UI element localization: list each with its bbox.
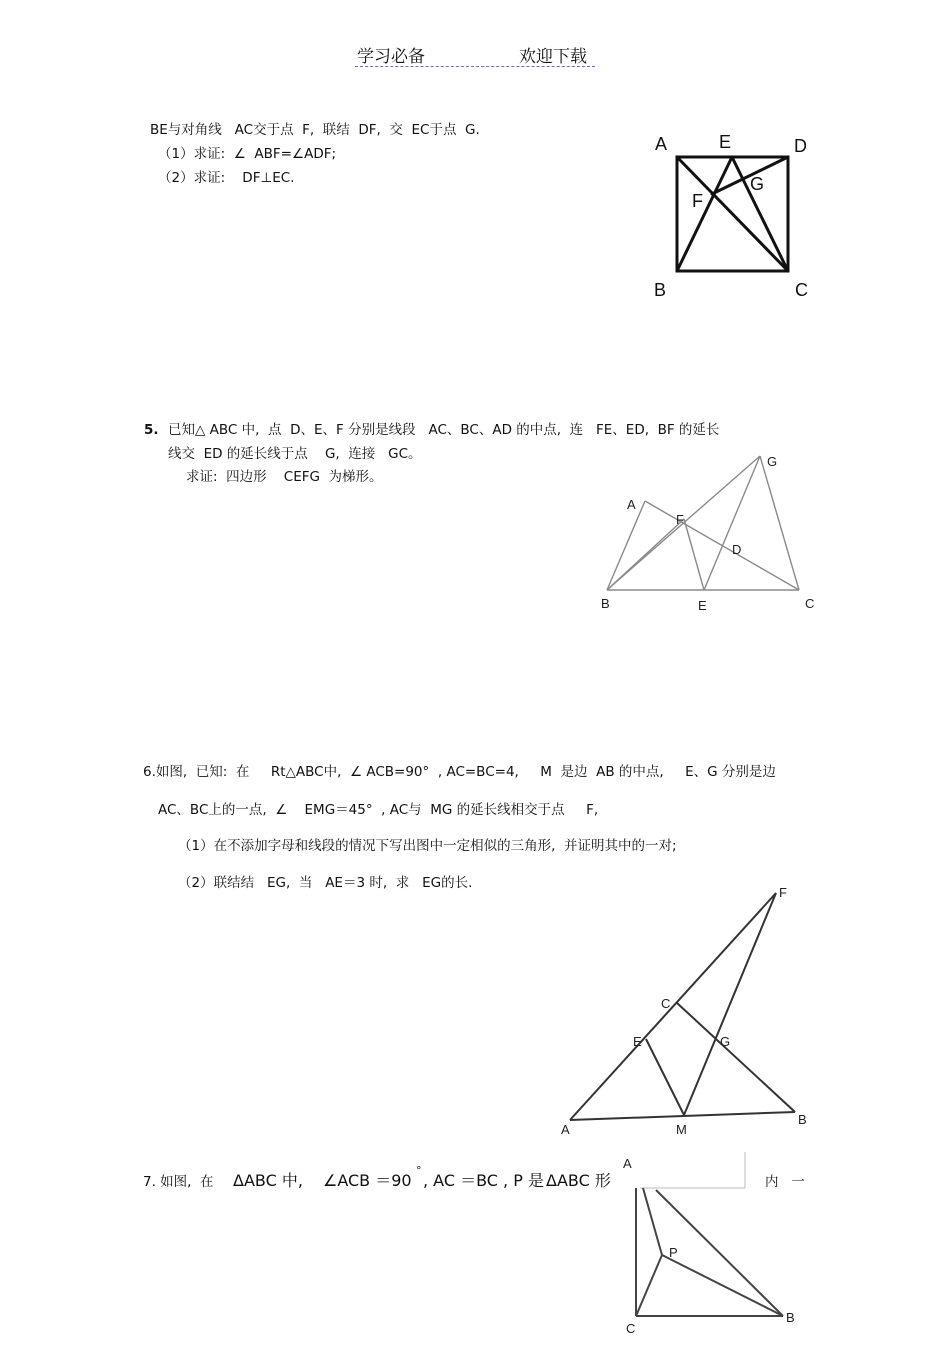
fig4-label-e: E: [719, 132, 732, 152]
fig4-label-b: B: [654, 280, 667, 300]
fig6-label-m: M: [676, 1122, 687, 1137]
figure-4: [677, 157, 788, 271]
p5-line3: 求证: 四边形 CEFG 为梯形。: [186, 469, 383, 485]
fig4-label-a: A: [655, 134, 668, 154]
fig6-label-a: A: [561, 1122, 570, 1137]
figure-7: [636, 1152, 783, 1316]
fig7-label-p: P: [669, 1245, 678, 1260]
fig7-label-b: B: [786, 1310, 795, 1325]
fig5-gc: [760, 456, 799, 590]
fig6-af: [570, 893, 776, 1120]
fig5-label-g: G: [767, 454, 778, 469]
p7-triangle-2: ΔABC 形: [546, 1171, 611, 1190]
figure-5: [607, 456, 799, 590]
fig6-label-f: F: [779, 885, 787, 900]
header-left: 学习必备: [357, 47, 425, 67]
p7-degree: °: [416, 1164, 422, 1177]
p6-line2: AC、BC上的一点, ∠ EMG＝45° , AC与 MG 的延长线相交于点 F,: [158, 802, 599, 818]
fig5-bf: [607, 519, 684, 590]
fig5-label-c: C: [805, 596, 815, 611]
fig7-pb: [662, 1255, 783, 1316]
fig5-label-d: D: [732, 542, 742, 557]
fig4-label-g: G: [750, 174, 765, 194]
fig7-label-a: A: [623, 1156, 632, 1171]
fig6-label-g: G: [720, 1034, 731, 1049]
figure-6-labels: [561, 885, 807, 1137]
fig4-label-c: C: [795, 280, 808, 300]
fig5-label-a: A: [627, 497, 636, 512]
fig5-label-b: B: [601, 596, 610, 611]
p4-line3: （2）求证: DF⊥EC.: [158, 170, 295, 186]
fig4-label-f: F: [692, 191, 703, 211]
p7-triangle: ΔABC 中,: [233, 1171, 303, 1190]
header-right: 欢迎下载: [519, 47, 587, 67]
fig7-label-c: C: [626, 1321, 636, 1336]
fig6-label-c: C: [661, 996, 671, 1011]
fig6-label-b: B: [798, 1112, 807, 1127]
p6-line3: （1）在不添加字母和线段的情况下写出图中一定相似的三角形, 并证明其中的一对;: [178, 838, 677, 854]
fig4-label-d: D: [794, 136, 807, 156]
fig5-label-e: E: [698, 598, 707, 613]
p4-line1: BE与对角线 AC交于点 F, 联结 DF, 交 EC于点 G.: [150, 122, 480, 138]
p4-line2: （1）求证: ∠ ABF=∠ADF;: [158, 146, 337, 162]
fig7-ap: [643, 1188, 662, 1255]
fig6-cb: [677, 1003, 795, 1112]
fig4-segment-be: [677, 157, 732, 271]
fig5-label-f: F: [676, 512, 684, 527]
fig6-em: [646, 1039, 684, 1115]
fig4-diagonal-ac: [677, 157, 788, 271]
fig6-label-e: E: [633, 1034, 642, 1049]
p7-intro: 7. 如图, 在: [143, 1174, 214, 1190]
p5-line1: 已知△ ABC 中, 点 D、E、F 分别是线段 AC、BC、AD 的中点, 连 FE、ED, BF 的延长: [168, 422, 720, 438]
p7-tail: 内 一: [765, 1174, 805, 1190]
fig5-eg: [704, 456, 760, 590]
p5-number: 5.: [144, 422, 159, 438]
figure-6: [570, 893, 795, 1120]
fig7-pc: [636, 1255, 662, 1316]
p7-condition: , AC ＝BC , P 是: [423, 1171, 544, 1190]
p7-angle: ∠ACB ＝90: [323, 1171, 412, 1190]
fig5-ba: [607, 501, 645, 590]
p5-line2: 线交 ED 的延长线于点 G, 连接 GC。: [168, 446, 422, 462]
p6-line1: 6.如图, 已知: 在 Rt△ABC中, ∠ ACB=90° , AC=BC=4, M 是边 AB 的中点, E、G 分别是边: [143, 764, 776, 780]
p6-line4: （2）联结结 EG, 当 AE＝3 时, 求 EG的长.: [178, 875, 473, 891]
